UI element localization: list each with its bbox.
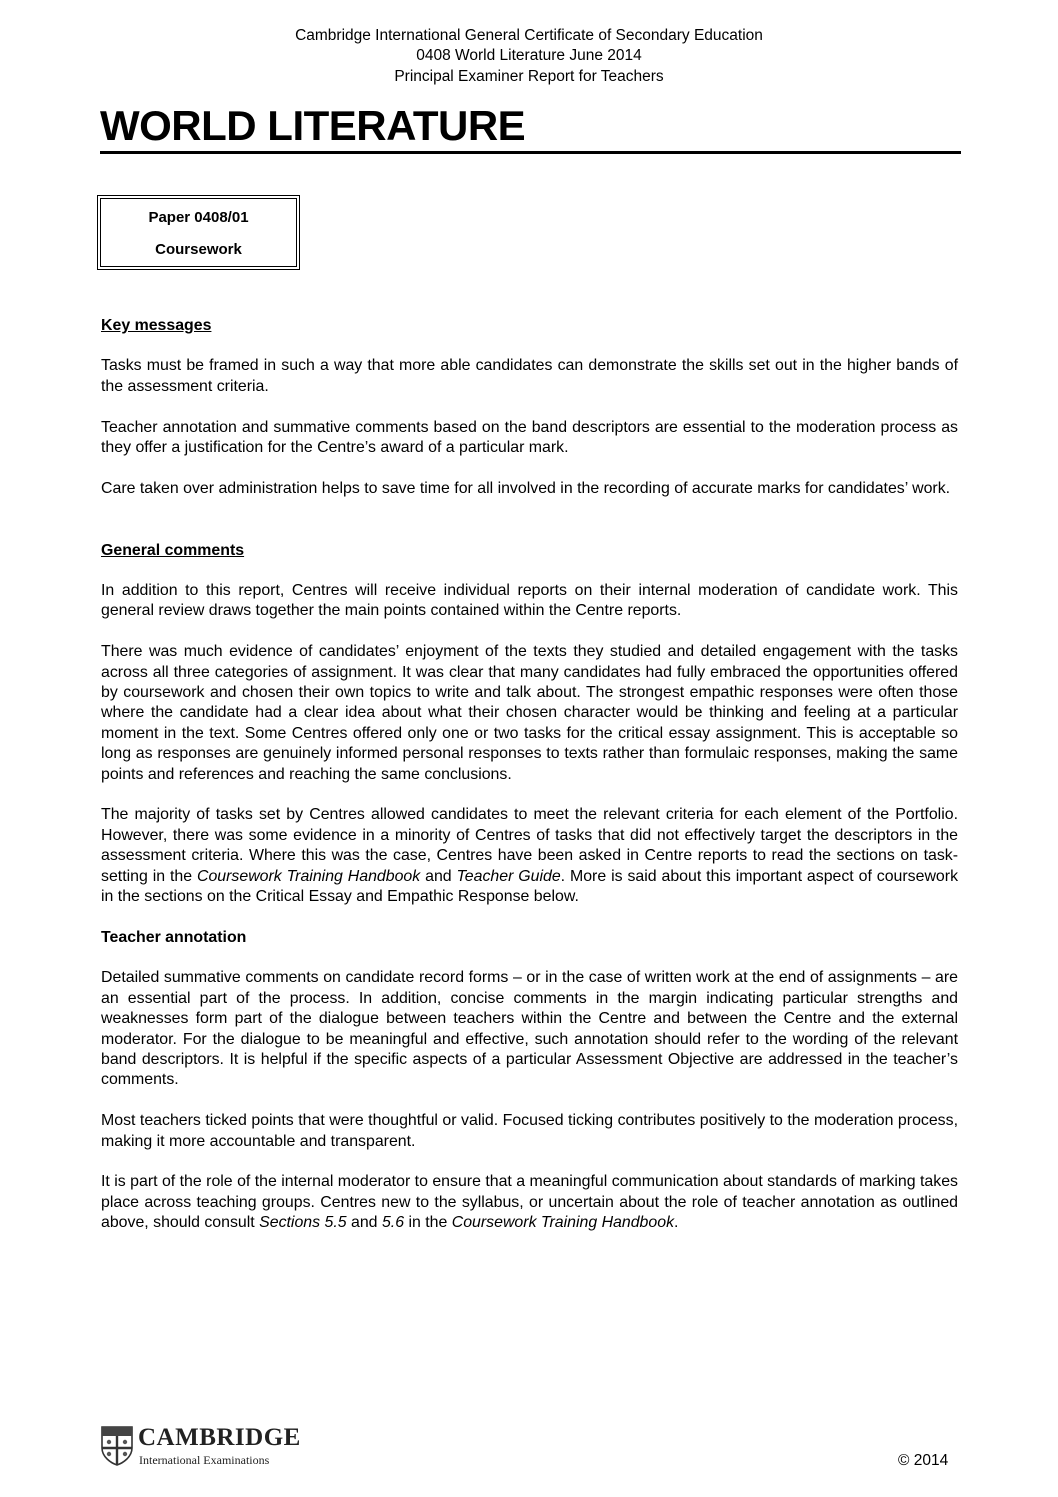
report-body (101, 316, 958, 1254)
key-message-1: Tasks must be framed in such a way that more able candidates can demonstrate the skills set out in the higher bands of the assessment criteria. (101, 357, 958, 395)
cambridge-logo (101, 1424, 311, 1468)
paper-component: Coursework (155, 241, 242, 258)
header-line-2: 0408 World Literature June 2014 (416, 47, 642, 64)
teacher-annotation-heading: Teacher annotation (101, 928, 247, 946)
copyright-notice: © 2014 (898, 1452, 949, 1469)
paper-box (97, 195, 300, 270)
general-comments-p2: There was much evidence of candidates’ enjoyment of the texts they studied and detailed engagement with the tasks across all three categories of assignment. It was clear that many candidates had fully embraced the opportunities offered by coursework and chosen their own topics to write and talk about. The strongest empathic responses were often those where the candidate had a clear idea about what their chosen character would be thinking and feeling at a particular moment in the text. Some Centres offered only one or two tasks for the critical essay assignment. This is acceptable so long as responses are genuinely informed personal responses to texts rather than formulaic responses, making the same points and references and reaching the same conclusions. (101, 643, 958, 783)
key-message-2: Teacher annotation and summative comments based on the band descriptors are essential to the moderation process as they offer a justification for the Centre’s award of a particular mark. (101, 418, 958, 457)
paper-number: Paper 0408/01 (148, 209, 249, 226)
key-message-3: Care taken over administration helps to save time for all involved in the recording of accurate marks for candidates’ work. (101, 479, 951, 497)
key-messages-heading: Key messages (101, 317, 212, 334)
general-comments-heading: General comments (101, 541, 245, 559)
title-rule (100, 151, 961, 154)
teacher-annotation-p2: Most teachers ticked points that were thoughtful or valid. Focused ticking contributes positively to the moderation process, making it more accountable and transparent. (101, 1112, 958, 1150)
page-title: WORLD LITERATURE (100, 102, 526, 149)
teacher-annotation-p3: It is part of the role of the internal moderator to ensure that a meaningful communication about standards of marking takes place across teaching groups. Centres new to the syllabus, or uncertain about the role of teacher annotation as outlined above, should consult Sections 5.5 and 5.6 in the Coursework Training Handbook. (101, 1173, 958, 1232)
general-comments-p1: In addition to this report, Centres will receive individual reports on their internal moderation of candidate work. This general review draws together the main points contained within the Centre reports. (101, 582, 958, 620)
teacher-annotation-p1: Detailed summative comments on candidate record forms – or in the case of written work at the end of assignments – are an essential part of the process. In addition, concise comments in the margin indicating particular strengths and weaknesses form part of the dialogue between teachers within the Centre and between the Centre and the external moderator. For the dialogue to be meaningful and effective, such annotation should refer to the wording of the relevant band descriptors. It is helpful if the specific aspects of a particular Assessment Objective are addressed in the teacher’s comments. (101, 969, 958, 1089)
header-line-1: Cambridge International General Certificate of Secondary Education (295, 27, 763, 44)
header-line-3: Principal Examiner Report for Teachers (394, 68, 664, 85)
logo-wordmark: CAMBRIDGE (138, 1424, 301, 1451)
logo-subtitle: International Examinations (139, 1453, 270, 1467)
cambridge-shield-icon (101, 1426, 133, 1466)
general-comments-p3: The majority of tasks set by Centres allowed candidates to meet the relevant criteria for each element of the Portfolio. However, there was some evidence in a minority of Centres of tasks that did not effectively target the descriptors in the assessment criteria. Where this was the case, Centres have been asked in Centre reports to read the sections on task-setting in the Coursework Training Handbook and Teacher Guide. More is said about this important aspect of coursework in the sections on the Critical Essay and Empathic Response below. (101, 806, 959, 906)
